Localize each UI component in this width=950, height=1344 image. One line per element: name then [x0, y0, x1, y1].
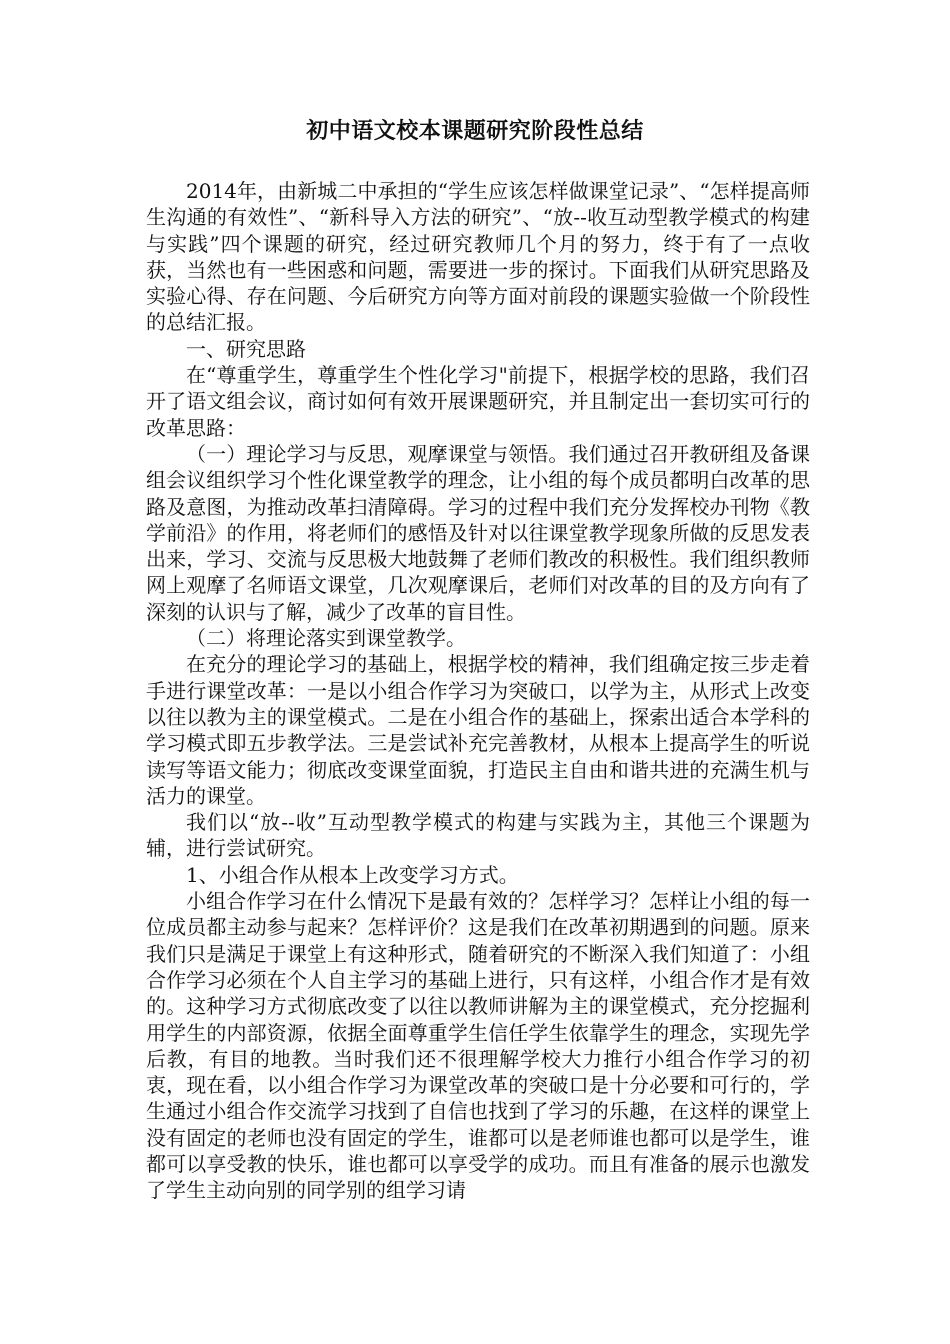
paragraph-intro: 2014年，由新城二中承担的“学生应该怎样做课堂记录”、“怎样提高师生沟通的有效性”、“新科导入方法的研究”、“放--收互动型教学模式的构建与实践”四个课题的研究，经过研究教师几个月的努力，终于有了一点收获，当然也有一些困惑和问题，需要进一步的探讨。下面我们从研究思路及实验心得、存在问题、今后研究方向等方面对前段的课题实验做一个阶段性的总结汇报。	[146, 179, 810, 335]
paragraph-main-topic: 我们以“放--收”互动型教学模式的构建与实践为主，其他三个课题为辅，进行尝试研究。	[146, 810, 810, 861]
paragraph-three-steps: 在充分的理论学习的基础上，根据学校的精神，我们组确定按三步走着手进行课堂改革：一是以小组合作学习为突破口，以学为主，从形式上改变以往以教为主的课堂模式。二是在小组合作的基础上，探索出适合本学科的学习模式即五步教学法。三是尝试补充完善教材，从根本上提高学生的听说读写等语文能力；彻底改变课堂面貌，打造民主自由和谐共进的充满生机与活力的课堂。	[146, 652, 810, 808]
subheading-classroom-practice: （二）将理论落实到课堂教学。	[186, 626, 466, 651]
document-title: 初中语文校本课题研究阶段性总结	[306, 118, 644, 144]
paragraph-group-cooperation: 小组合作学习在什么情况下是最有效的？怎样学习？怎样让小组的每一位成员都主动参与起来？怎样评价？这是我们在改革初期遇到的问题。原来我们只是满足于课堂上有这种形式，随着研究的不断深入我们知道了：小组合作学习必须在个人自主学习的基础上进行，只有这样，小组合作才是有效的。这种学习方式彻底改变了以往以教师讲解为主的课堂模式，充分挖掘利用学生的内部资源，依据全面尊重学生信任学生依靠学生的理念，实现先学后教，有目的地教。当时我们还不很理解学校大力推行小组合作学习的初衷，现在看，以小组合作学习为课堂改革的突破口是十分必要和可行的，学生通过小组合作交流学习找到了自信也找到了学习的乐趣，在这样的课堂上没有固定的老师也没有固定的学生，谁都可以是老师谁也都可以是学生，谁都可以享受教的快乐，谁也都可以享受学的成功。而且有准备的展示也激发了学生主动向别的同学别的组学习请	[146, 889, 810, 1203]
document-body	[146, 178, 810, 1204]
paragraph-theory-study: （一）理论学习与反思，观摩课堂与领悟。我们通过召开教研组及备课组会议组织学习个性化课堂教学的理念，让小组的每个成员都明白改革的思路及意图，为推动改革扫清障碍。学习的过程中我们充分发挥校办刊物《教学前沿》的作用，将老师们的感悟及针对以往课堂教学现象所做的反思发表出来，学习、交流与反思极大地鼓舞了老师们教改的积极性。我们组织教师网上观摩了名师语文课堂，几次观摩课后，老师们对改革的目的及方向有了深刻的认识与了解，减少了改革的盲目性。	[146, 441, 810, 624]
section-heading-research-approach: 一、研究思路	[186, 336, 306, 361]
paragraph-approach-overview: 在“尊重学生，尊重学生个性化学习"前提下，根据学校的思路，我们召开了语文组会议，商讨如何有效开展课题研究，并且制定出一套切实可行的改革思路：	[146, 363, 810, 440]
subheading-group-cooperation: 1、小组合作从根本上改变学习方式。	[186, 862, 519, 887]
